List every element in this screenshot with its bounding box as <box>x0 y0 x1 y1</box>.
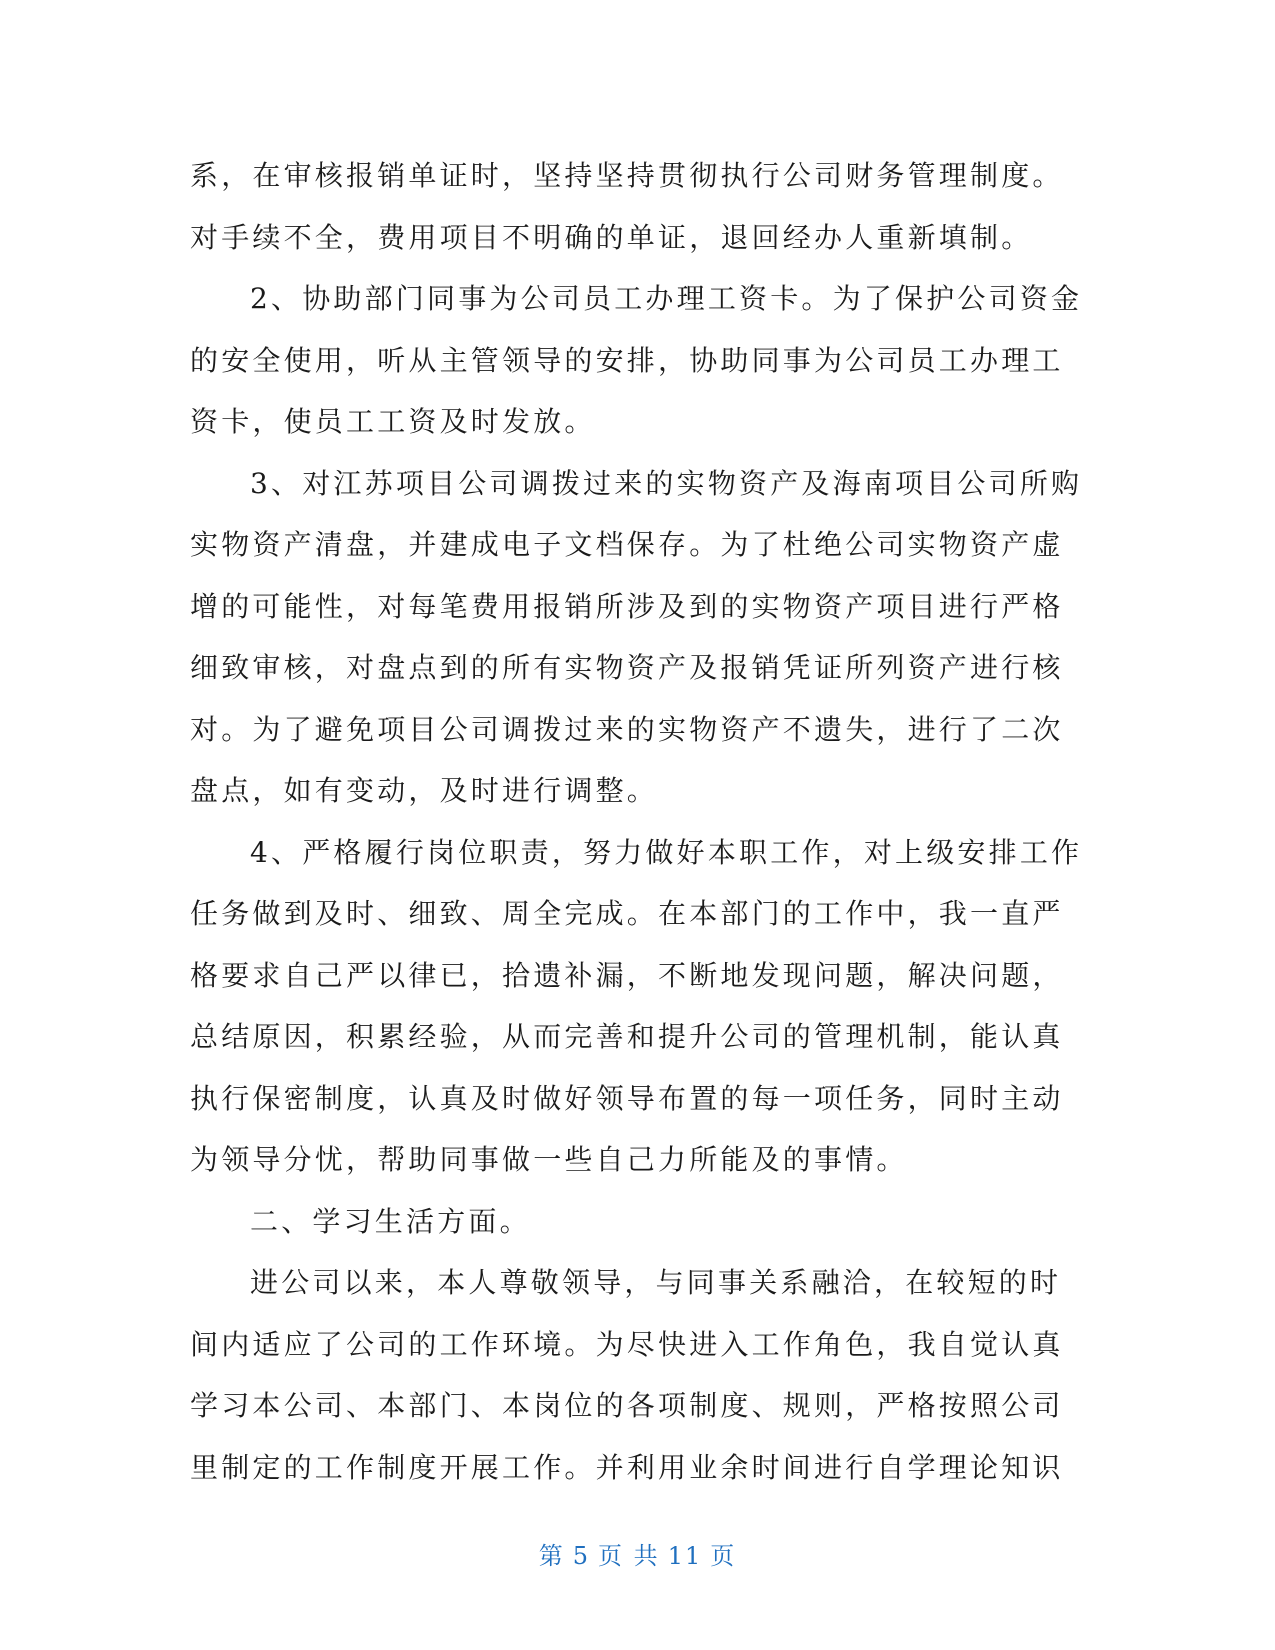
text-line: 任务做到及时、细致、周全完成。在本部门的工作中，我一直严 <box>190 897 1064 930</box>
text-line: 4、严格履行岗位职责，努力做好本职工作，对上级安排工作 <box>250 835 1082 869</box>
text-line: 里制定的工作制度开展工作。并利用业余时间进行自学理论知识 <box>190 1450 1064 1484</box>
text-line: 对。为了避免项目公司调拨过来的实物资产不遗失，进行了二次 <box>190 712 1064 746</box>
text-line: 学习本公司、本部门、本岗位的各项制度、规则，严格按照公司 <box>190 1389 1064 1422</box>
footer-middle: 页 共 <box>598 1542 660 1570</box>
total-page-count: 11 <box>667 1542 703 1570</box>
text-line: 总结原因，积累经验，从而完善和提升公司的管理机制，能认真 <box>190 1020 1064 1053</box>
body-text <box>190 145 1082 1498</box>
footer-suffix: 页 <box>710 1542 737 1570</box>
text-line: 为领导分忧，帮助同事做一些自己力所能及的事情。 <box>190 1143 908 1176</box>
text-line: 2、协助部门同事为公司员工办理工资卡。为了保护公司资金 <box>250 282 1082 315</box>
text-line: 执行保密制度，认真及时做好领导布置的每一项任务，同时主动 <box>190 1081 1064 1115</box>
current-page-number: 5 <box>572 1542 591 1570</box>
text-line: 间内适应了公司的工作环境。为尽快进入工作角色，我自觉认真 <box>190 1327 1064 1361</box>
text-line: 对手续不全，费用项目不明确的单证，退回经办人重新填制。 <box>190 220 1033 254</box>
text-line: 盘点，如有变动，及时进行调整。 <box>190 774 659 807</box>
footer-prefix: 第 <box>538 1542 565 1570</box>
text-line: 的安全使用，听从主管领导的安排，协助同事为公司员工办理工 <box>190 343 1064 377</box>
text-line: 二、学习生活方面。 <box>250 1204 531 1238</box>
page-footer <box>0 1536 1275 1571</box>
text-line: 3、对江苏项目公司调拨过来的实物资产及海南项目公司所购 <box>250 466 1082 500</box>
text-line: 格要求自己严以律已，拾遗补漏，不断地发现问题，解决问题， <box>190 958 1064 992</box>
text-line: 增的可能性，对每笔费用报销所涉及到的实物资产项目进行严格 <box>190 589 1064 623</box>
text-line: 细致审核，对盘点到的所有实物资产及报销凭证所列资产进行核 <box>190 651 1064 684</box>
text-line: 系，在审核报销单证时，坚持坚持贯彻执行公司财务管理制度。 <box>190 159 1064 192</box>
text-line: 实物资产清盘，并建成电子文档保存。为了杜绝公司实物资产虚 <box>190 528 1064 561</box>
text-line: 进公司以来，本人尊敬领导，与同事关系融洽，在较短的时 <box>250 1266 1062 1299</box>
text-line: 资卡，使员工工资及时发放。 <box>190 405 596 438</box>
